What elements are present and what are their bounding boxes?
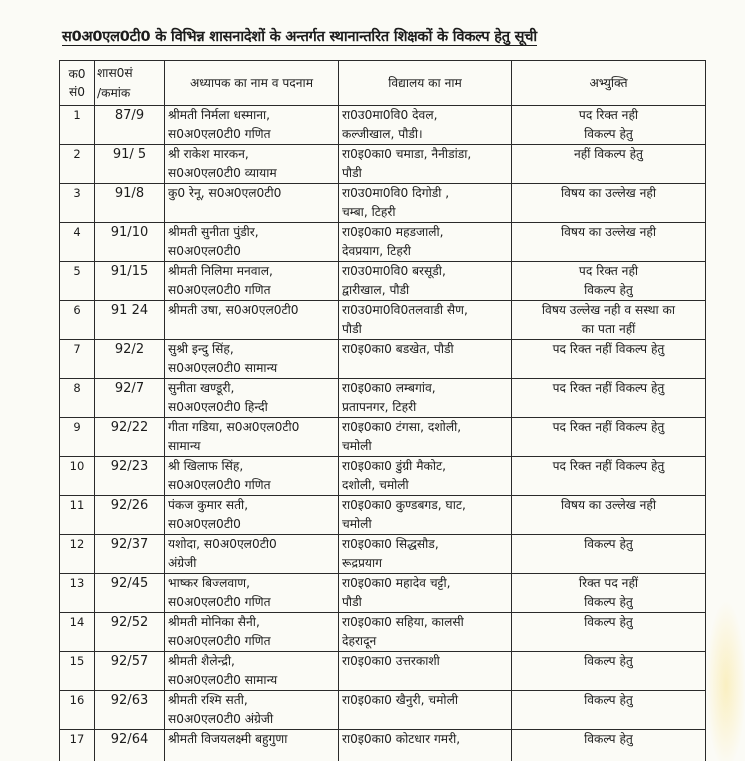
table-row bbox=[60, 730, 706, 761]
teacher-name-line: श्री राकेश मारकन, bbox=[168, 147, 249, 161]
remarks-cell bbox=[512, 652, 706, 691]
teacher-name-line: स0अ0एल0टी0 गणित bbox=[168, 127, 271, 141]
school-name-line: देहरादून bbox=[342, 634, 377, 648]
teacher-name-line: श्रीमती निर्मला धस्माना, bbox=[168, 108, 271, 122]
table-row bbox=[60, 652, 706, 691]
teacher-name-line: कु0 रेनू, स0अ0एल0टी0 bbox=[168, 186, 282, 200]
remarks-cell bbox=[512, 301, 706, 340]
table-row bbox=[60, 613, 706, 652]
teacher-name-line: श्रीमती उषा, स0अ0एल0टी0 bbox=[168, 303, 299, 317]
remarks-line: विकल्प हेतु bbox=[584, 615, 633, 629]
remarks-line: पद रिक्त नहीं विकल्प हेतु bbox=[552, 459, 665, 473]
school-name-line: रा0उ0मा0वि0तलवाडी सैण, bbox=[342, 303, 468, 317]
header-order-number bbox=[95, 61, 165, 106]
remarks-line: रिक्त पद नहीं bbox=[578, 576, 639, 590]
teacher-name-line: श्री खिलाफ सिंह, bbox=[168, 459, 244, 473]
school-name-line: रा0उ0मा0वि0 बरसूडी, bbox=[342, 264, 446, 278]
teacher-name-line: श्रीमती विजयलक्ष्मी बहुगुणा bbox=[168, 732, 288, 746]
teacher-name-line: स0अ0एल0टी0 सामान्य bbox=[168, 673, 278, 687]
serial-number-cell: 13 bbox=[60, 574, 95, 613]
teacher-name-line: सुश्री इन्दु सिंह, bbox=[168, 342, 234, 356]
table-row bbox=[60, 379, 706, 418]
teacher-name-cell bbox=[165, 574, 339, 613]
school-name-line: दशोली, चमोली bbox=[342, 478, 409, 492]
teacher-name-line: स0अ0एल0टी0 व्यायाम bbox=[168, 166, 277, 180]
remarks-line: विकल्प हेतु bbox=[584, 283, 633, 297]
serial-number-cell: 12 bbox=[60, 535, 95, 574]
teacher-name-cell bbox=[165, 184, 339, 223]
order-number-cell: 92/57 bbox=[95, 652, 165, 691]
header-order-line: /कमांक bbox=[97, 86, 131, 100]
header-serial-number bbox=[60, 61, 95, 106]
serial-number-cell: 8 bbox=[60, 379, 95, 418]
remarks-line: विकल्प हेतु bbox=[584, 127, 633, 141]
remarks-cell bbox=[512, 691, 706, 730]
serial-number-cell: 16 bbox=[60, 691, 95, 730]
teacher-name-cell bbox=[165, 262, 339, 301]
remarks-line: विषय का उल्लेख नही bbox=[561, 225, 656, 239]
teacher-name-line: श्रीमती मोनिका सैनी, bbox=[168, 615, 260, 629]
remarks-line: विकल्प हेतु bbox=[584, 654, 633, 668]
school-name-cell bbox=[339, 652, 512, 691]
order-number-cell: 92/52 bbox=[95, 613, 165, 652]
teacher-name-line: अंग्रेजी bbox=[168, 556, 197, 570]
remarks-line: विषय का उल्लेख नही bbox=[561, 498, 656, 512]
remarks-cell bbox=[512, 457, 706, 496]
teacher-name-cell bbox=[165, 730, 339, 761]
order-number-cell: 92/37 bbox=[95, 535, 165, 574]
order-number-cell: 87/9 bbox=[95, 106, 165, 145]
serial-number-cell: 7 bbox=[60, 340, 95, 379]
serial-number-cell: 6 bbox=[60, 301, 95, 340]
serial-number-cell: 17 bbox=[60, 730, 95, 761]
serial-number-cell: 11 bbox=[60, 496, 95, 535]
teacher-name-cell bbox=[165, 535, 339, 574]
order-number-cell: 92/7 bbox=[95, 379, 165, 418]
table-row bbox=[60, 418, 706, 457]
teacher-name-line: सुनीता खण्डूरी, bbox=[168, 381, 235, 395]
teacher-name-cell bbox=[165, 691, 339, 730]
remarks-line: पद रिक्त नहीं विकल्प हेतु bbox=[552, 420, 665, 434]
serial-number-cell: 5 bbox=[60, 262, 95, 301]
serial-number-cell: 1 bbox=[60, 106, 95, 145]
serial-number-cell: 14 bbox=[60, 613, 95, 652]
remarks-cell bbox=[512, 262, 706, 301]
school-name-cell bbox=[339, 574, 512, 613]
school-name-line: चमोली bbox=[342, 439, 372, 453]
paper-stain bbox=[706, 600, 745, 761]
teacher-name-line: स0अ0एल0टी0 अंग्रेजी bbox=[168, 712, 274, 726]
remarks-cell bbox=[512, 223, 706, 262]
order-number-cell: 91/10 bbox=[95, 223, 165, 262]
school-name-line: रा0इ0का0 महादेव चट्टी, bbox=[342, 576, 451, 590]
remarks-line: पद रिक्त नहीं विकल्प हेतु bbox=[552, 342, 665, 356]
school-name-cell bbox=[339, 262, 512, 301]
school-name-cell bbox=[339, 691, 512, 730]
serial-number-cell: 15 bbox=[60, 652, 95, 691]
teacher-name-line: स0अ0एल0टी0 गणित bbox=[168, 595, 271, 609]
school-name-line: पौडी bbox=[342, 322, 362, 336]
serial-number-cell: 4 bbox=[60, 223, 95, 262]
table-row bbox=[60, 223, 706, 262]
remarks-cell bbox=[512, 574, 706, 613]
school-name-cell bbox=[339, 496, 512, 535]
order-number-cell: 91/15 bbox=[95, 262, 165, 301]
school-name-line: पौडी bbox=[342, 595, 362, 609]
school-name-line: रा0इ0का0 बडखेत, पौडी bbox=[342, 342, 454, 356]
teacher-name-cell bbox=[165, 496, 339, 535]
order-number-cell: 91/ 5 bbox=[95, 145, 165, 184]
school-name-line: द्वारीखाल, पौडी bbox=[342, 283, 410, 297]
remarks-line: विषय का उल्लेख नही bbox=[561, 186, 656, 200]
school-name-line: पौडी bbox=[342, 166, 362, 180]
school-name-line: रा0इ0का0 कुण्डबगड, घाट, bbox=[342, 498, 466, 512]
remarks-cell bbox=[512, 535, 706, 574]
teacher-name-line: सामान्य bbox=[168, 439, 201, 453]
teacher-name-cell bbox=[165, 652, 339, 691]
teacher-name-line: श्रीमती निलिमा मनवाल, bbox=[168, 264, 273, 278]
school-name-line: रा0इ0का0 महडजाली, bbox=[342, 225, 444, 239]
remarks-line: विकल्प हेतु bbox=[584, 595, 633, 609]
header-school-name: विद्यालय का नाम bbox=[339, 61, 512, 106]
teacher-name-line: श्रीमती रश्मि सती, bbox=[168, 693, 248, 707]
school-name-cell bbox=[339, 613, 512, 652]
teacher-name-line: स0अ0एल0टी0 bbox=[168, 517, 241, 531]
remarks-cell bbox=[512, 730, 706, 761]
teacher-name-line: स0अ0एल0टी0 गणित bbox=[168, 283, 271, 297]
school-name-line: रा0इ0का0 सिद्धसौड, bbox=[342, 537, 439, 551]
serial-number-cell: 10 bbox=[60, 457, 95, 496]
table-row bbox=[60, 496, 706, 535]
table-row bbox=[60, 574, 706, 613]
table-row bbox=[60, 691, 706, 730]
teacher-name-cell bbox=[165, 301, 339, 340]
school-name-cell bbox=[339, 301, 512, 340]
remarks-line: विषय उल्लेख नही व सस्था का bbox=[541, 303, 676, 317]
school-name-line: कल्जीखाल, पौडी। bbox=[342, 127, 423, 141]
table-row bbox=[60, 106, 706, 145]
school-name-cell bbox=[339, 340, 512, 379]
school-name-line: प्रतापनगर, टिहरी bbox=[342, 400, 417, 414]
header-order-line: शास0सं bbox=[97, 66, 133, 80]
remarks-line: पद रिक्त नहीं विकल्प हेतु bbox=[552, 381, 665, 395]
remarks-cell bbox=[512, 145, 706, 184]
school-name-cell bbox=[339, 418, 512, 457]
school-name-line: रा0उ0मा0वि0 देवल, bbox=[342, 108, 438, 122]
order-number-cell: 92/45 bbox=[95, 574, 165, 613]
teacher-name-line: गीता गडिया, स0अ0एल0टी0 bbox=[168, 420, 300, 434]
remarks-line: का पता नहीं bbox=[581, 322, 636, 336]
school-name-cell bbox=[339, 184, 512, 223]
school-name-cell bbox=[339, 535, 512, 574]
remarks-cell bbox=[512, 496, 706, 535]
school-name-cell bbox=[339, 457, 512, 496]
remarks-line: विकल्प हेतु bbox=[584, 732, 633, 746]
teacher-name-line: स0अ0एल0टी0 हिन्दी bbox=[168, 400, 268, 414]
page-title: स0अ0एल0टी0 के विभिन्न शासनादेशों के अन्तर्गत स्थानान्तरित शिक्षकों के विकल्प हेतु सूची bbox=[62, 29, 537, 45]
order-number-cell: 92/26 bbox=[95, 496, 165, 535]
teacher-name-line: स0अ0एल0टी0 गणित bbox=[168, 634, 271, 648]
order-number-cell: 91/8 bbox=[95, 184, 165, 223]
order-number-cell: 92/63 bbox=[95, 691, 165, 730]
school-name-line: रा0इ0का0 कोटधार गमरी, bbox=[342, 732, 461, 746]
school-name-cell bbox=[339, 730, 512, 761]
school-name-line: रा0इ0का0 टंगसा, दशोली, bbox=[342, 420, 462, 434]
school-name-cell bbox=[339, 223, 512, 262]
school-name-cell bbox=[339, 379, 512, 418]
teacher-name-line: श्रीमती शैलेन्द्री, bbox=[168, 654, 235, 668]
school-name-line: रा0इ0का0 लम्बगांव, bbox=[342, 381, 436, 395]
teacher-name-cell bbox=[165, 613, 339, 652]
school-name-line: रूद्रप्रयाग bbox=[342, 556, 382, 570]
order-number-cell: 92/2 bbox=[95, 340, 165, 379]
table-row bbox=[60, 184, 706, 223]
teacher-name-cell bbox=[165, 223, 339, 262]
teacher-name-line: स0अ0एल0टी0 गणित bbox=[168, 478, 271, 492]
table-row bbox=[60, 262, 706, 301]
remarks-line: विकल्प हेतु bbox=[584, 693, 633, 707]
header-serial-line: क0 bbox=[68, 67, 86, 81]
serial-number-cell: 3 bbox=[60, 184, 95, 223]
header-teacher-name: अध्यापक का नाम व पदनाम bbox=[165, 61, 339, 106]
teacher-name-cell bbox=[165, 379, 339, 418]
table-row bbox=[60, 457, 706, 496]
remarks-line: पद रिक्त नही bbox=[578, 264, 639, 278]
teacher-name-line: स0अ0एल0टी0 सामान्य bbox=[168, 361, 278, 375]
school-name-line: चमोली bbox=[342, 517, 372, 531]
school-name-cell bbox=[339, 145, 512, 184]
school-name-line: रा0इ0का0 चमाडा, नैनीडांडा, bbox=[342, 147, 472, 161]
remarks-cell bbox=[512, 340, 706, 379]
teacher-name-line: भाष्कर बिज्लवाण, bbox=[168, 576, 250, 590]
teacher-name-cell bbox=[165, 106, 339, 145]
school-name-cell bbox=[339, 106, 512, 145]
remarks-line: विकल्प हेतु bbox=[584, 537, 633, 551]
teacher-name-cell bbox=[165, 418, 339, 457]
order-number-cell: 92/22 bbox=[95, 418, 165, 457]
teacher-name-cell bbox=[165, 340, 339, 379]
teacher-name-cell bbox=[165, 145, 339, 184]
table-row bbox=[60, 535, 706, 574]
teacher-name-line: स0अ0एल0टी0 bbox=[168, 244, 241, 258]
table-header-row bbox=[60, 61, 706, 106]
teachers-table bbox=[59, 60, 706, 761]
order-number-cell: 91 24 bbox=[95, 301, 165, 340]
table-body bbox=[60, 106, 706, 761]
header-serial-line: सं0 bbox=[69, 85, 85, 99]
remarks-cell bbox=[512, 106, 706, 145]
school-name-line: रा0उ0मा0वि0 दिगोडी , bbox=[342, 186, 450, 200]
table-row bbox=[60, 340, 706, 379]
teacher-name-line: पंकज कुमार सती, bbox=[168, 498, 249, 512]
serial-number-cell: 2 bbox=[60, 145, 95, 184]
serial-number-cell: 9 bbox=[60, 418, 95, 457]
school-name-line: रा0इ0का0 खैनुरी, चमोली bbox=[342, 693, 459, 707]
school-name-line: रा0इ0का0 डुंग्री मैकोट, bbox=[342, 459, 447, 473]
remarks-line: नहीं विकल्प हेतु bbox=[573, 147, 643, 161]
remarks-cell bbox=[512, 613, 706, 652]
teacher-name-cell bbox=[165, 457, 339, 496]
table-row bbox=[60, 301, 706, 340]
table-row bbox=[60, 145, 706, 184]
school-name-line: चम्बा, टिहरी bbox=[342, 205, 396, 219]
teacher-name-line: श्रीमती सुनीता पुंडीर, bbox=[168, 225, 259, 239]
remarks-cell bbox=[512, 418, 706, 457]
school-name-line: रा0इ0का0 सहिया, कालसी bbox=[342, 615, 464, 629]
order-number-cell: 92/64 bbox=[95, 730, 165, 761]
remarks-line: पद रिक्त नही bbox=[578, 108, 639, 122]
school-name-line: रा0इ0का0 उत्तरकाशी bbox=[342, 654, 440, 668]
remarks-cell bbox=[512, 379, 706, 418]
remarks-cell bbox=[512, 184, 706, 223]
school-name-line: देवप्रयाग, टिहरी bbox=[342, 244, 411, 258]
header-remarks: अभ्युक्ति bbox=[512, 61, 706, 106]
order-number-cell: 92/23 bbox=[95, 457, 165, 496]
teacher-name-line: यशोदा, स0अ0एल0टी0 bbox=[168, 537, 277, 551]
